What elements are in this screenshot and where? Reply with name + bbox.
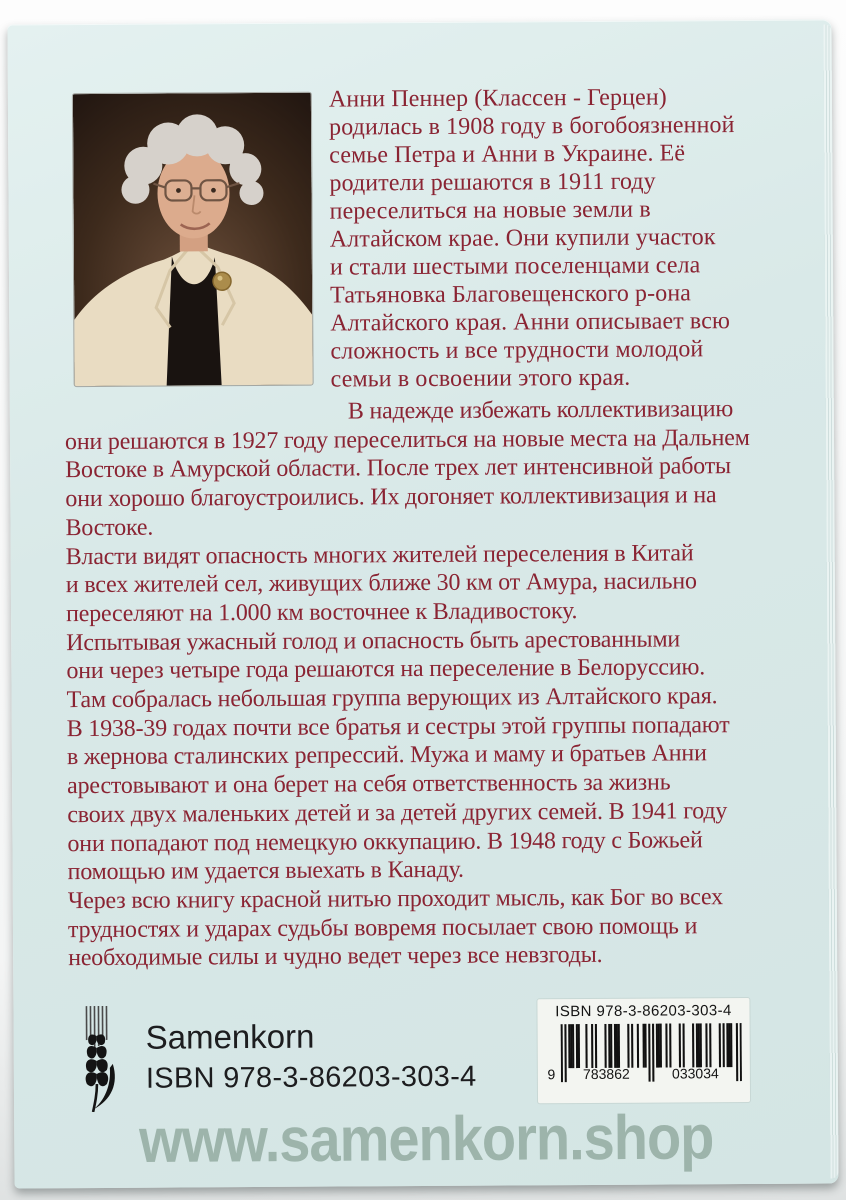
text-line: переселяют на 1.000 км восточнее к Владивостоку.	[65, 597, 578, 628]
text-line: Востоке.	[65, 514, 154, 541]
barcode-digits-left: 783862	[582, 1065, 630, 1083]
text-line: Власти видят опасность многих жителей переселения в Китай	[65, 539, 694, 570]
eye-right	[211, 188, 216, 193]
watermark-url: www.samenkorn.shop	[138, 1101, 714, 1176]
text-line: трудностях и ударах судьбы вовремя посылает свою помощь и	[67, 912, 698, 943]
text-line: семье Петра и Анни в Украине. Её	[329, 140, 686, 169]
wheat-icon	[78, 1006, 119, 1112]
text-line: родилась в 1908 году в богобоязненной	[329, 112, 735, 141]
text-line: сложность и все трудности молодой	[330, 336, 704, 365]
barcode	[537, 998, 750, 1103]
eye-left	[176, 188, 181, 193]
text-line: своих двух маленьких детей и за детей других семей. В 1941 году	[67, 797, 728, 829]
text-line: Анни Пеннер (Классен - Герцен)	[328, 84, 667, 113]
author-portrait-photo	[73, 93, 313, 386]
blurb-full	[65, 395, 808, 974]
text-line: семьи в освоении этого края.	[330, 364, 631, 393]
portrait-illustration	[73, 93, 313, 386]
barcode-bars-area	[547, 1023, 741, 1084]
text-line: и всех жителей сел, живущих ближе 30 км от Амура, насильно	[65, 568, 697, 599]
text-line: Через всю книгу красной нитью проходит мысль, как Бог во всех	[67, 884, 723, 915]
text-line: Алтайского края. Анни описывает всю	[330, 308, 731, 337]
text-line: переселиться на новые земли в	[329, 196, 651, 225]
text-line: помощью им удается выехать в Канаду.	[67, 857, 464, 886]
book-page-edges	[823, 24, 838, 1178]
text-line: родители решаются в 1911 году	[329, 168, 656, 197]
text-line: Там собралась небольшая группа верующих из Алтайского края.	[66, 683, 718, 714]
barcode-digits-right: 033034	[671, 1065, 719, 1082]
text-line: они попадают под немецкую оккупацию. В 1948 году с Божьей	[67, 826, 703, 857]
text-line: Испытывая ужасный голод и опасность быть арестованными	[66, 626, 681, 656]
brooch	[213, 272, 231, 290]
text-line: они хорошо благоустроились. Их догоняет коллективизация и на	[65, 482, 717, 513]
wheat-kernels	[85, 1034, 108, 1086]
text-line: Востоке в Амурской области. После трех лет интенсивной работы	[65, 453, 732, 484]
blurb-column	[329, 83, 803, 394]
book-back-cover	[7, 19, 838, 1188]
publisher-isbn: ISBN 978-3-86203-303-4	[145, 1060, 477, 1095]
text-line: они через четыре года решаются на переселение в Белоруссию.	[66, 654, 706, 685]
text-line: Алтайском крае. Они купили участок	[329, 224, 716, 253]
publisher-block	[146, 1014, 477, 1098]
text-line: в жернова сталинских репрессий. Мужа и маму и братьев Анни	[66, 740, 707, 771]
text-line: Татьяновка Благовещенского р-она	[330, 280, 692, 309]
brooch-highlight	[217, 276, 222, 281]
text-line: арестовывают и она берет на себя ответственность за жизнь	[67, 769, 671, 800]
barcode-digit-lead: 9	[547, 1066, 556, 1083]
barcode-isbn-label: ISBN 978-3-86203-303-4	[555, 1002, 732, 1021]
publisher-name: Samenkorn	[145, 1017, 315, 1056]
text-line: они решаются в 1927 году переселиться на новые места на Дальнем	[64, 424, 750, 455]
text-line: и стали шестыми поселенцами села	[329, 252, 701, 281]
blurb-indented-line: В надежде избежать коллективизацию	[347, 396, 734, 425]
text-line: В 1938-39 годах почти все братья и сестры этой группы попадают	[66, 711, 730, 742]
blurb-full-lines	[65, 423, 808, 973]
text-line: необходимые силы и чудно ведет через все невзгоды.	[68, 942, 603, 972]
